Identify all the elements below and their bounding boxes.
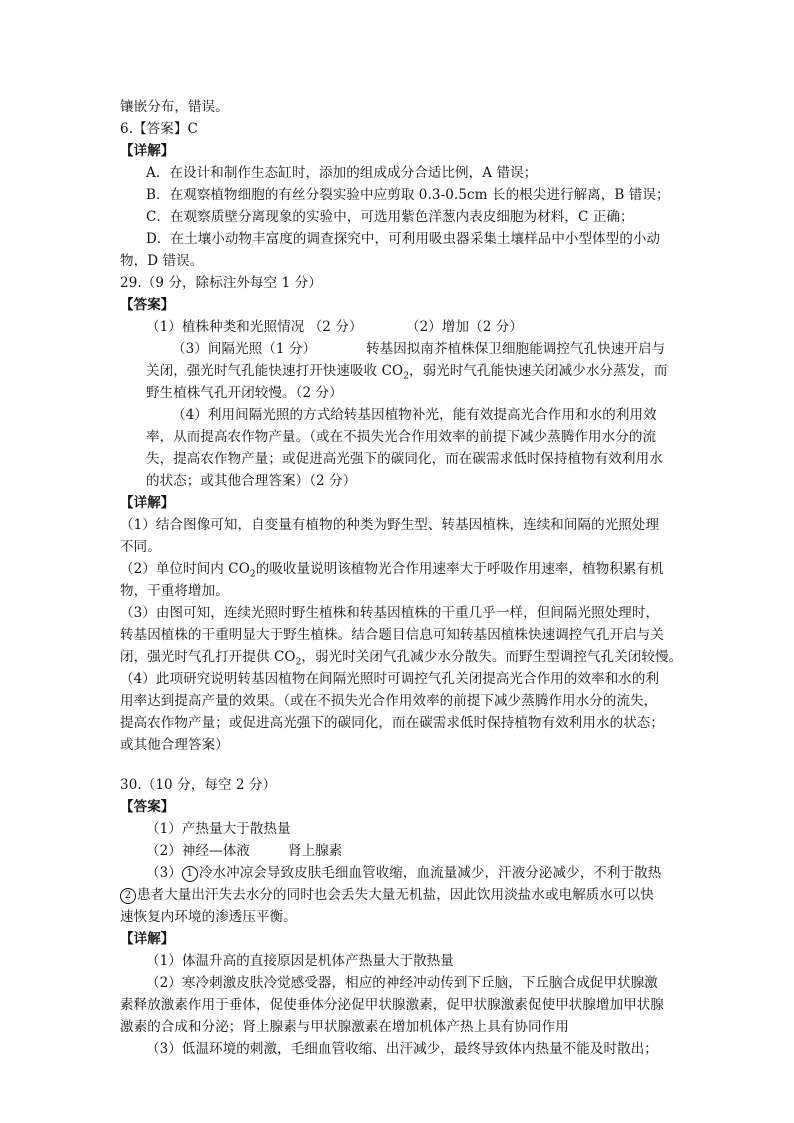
- q30-explain-2b: 素释放激素作用于垂体，促使垂体分泌促甲状腺激素，促甲状腺激素促使甲状腺增加甲状腺: [120, 997, 664, 1013]
- q29-answer-3: （3）间隔光照（1 分）: [172, 341, 317, 357]
- q29-answer-3c: [146, 360, 667, 382]
- text: 闭，强光时气孔打开提供 CO: [120, 649, 296, 665]
- q29-answer-1: （1）植株种类和光照情况 （2 分）: [146, 319, 363, 335]
- q6-answer: 6.【答案】C: [120, 121, 198, 137]
- q29-explain-3a: （3）由图可知，连续光照时野生植株和转基因植株的干重几乎一样，但间隔光照处理时，: [120, 605, 660, 621]
- subscript: 2: [295, 657, 302, 668]
- subscript: 2: [403, 371, 410, 382]
- q30-title: 30.（10 分，每空 2 分）: [120, 777, 277, 793]
- q29-answer-3d: 野生植株气孔开闭较慢。（2 分）: [146, 385, 343, 401]
- q30-answer-3c: 速恢复内环境的渗透压平衡。: [120, 909, 297, 925]
- q30-explain-2c: 激素的合成和分泌；肾上腺素与甲状腺激素在增加机体产热上具有协同作用: [120, 1019, 569, 1035]
- text: 的吸收量说明该植物光合作用速率大于呼吸作用速率，植物积累有机: [255, 561, 664, 577]
- q30-detail-heading: 【详解】: [120, 931, 175, 947]
- text: ，弱光时气孔能快速关闭减少水分蒸发，而: [409, 363, 668, 379]
- q30-answer-2b: 肾上腺素: [288, 843, 343, 859]
- q29-answer-2: （2）增加（2 分）: [406, 319, 523, 335]
- q29-explain-4a: （4）此项研究说明转基因植物在间隔光照时可调控气孔关闭提高光合作用的效率和水的利: [120, 671, 660, 687]
- q29-answer-heading: 【答案】: [120, 297, 175, 313]
- text: （2）单位时间内 CO: [120, 561, 250, 577]
- q30-answer-1: （1）产热量大于散热量: [146, 821, 291, 837]
- q6-option-b: B．在观察植物细胞的有丝分裂实验中应剪取 0.3-0.5cm 长的根尖进行解离，B 错误；: [146, 187, 670, 203]
- circled-number-1: 1: [182, 866, 198, 882]
- q29-explain-2a: [120, 558, 664, 580]
- q29-explain-4b: 用率达到提高产量的效果。（或在不损失光合作用效率的前提下减少蒸腾作用水分的流失，: [120, 693, 658, 709]
- subscript: 2: [249, 569, 256, 580]
- q29-title: 29.（9 分，除标注外每空 1 分）: [120, 275, 322, 291]
- q6-option-d: D．在土壤小动物丰富度的调查探究中，可利用吸虫器采集土壤样品中小型体型的小动: [146, 231, 661, 247]
- text: （3）: [146, 865, 182, 881]
- q29-answer-3b: 转基因拟南芥植株保卫细胞能调控气孔快速开启与: [366, 341, 666, 357]
- q6-option-a: A．在设计和制作生态缸时，添加的组成成分合适比例，A 错误；: [146, 165, 538, 181]
- q29-explain-3b: 转基因植株的干重明显大于野生植株。结合题目信息可知转基因植株快速调控气孔开启与关: [120, 627, 664, 643]
- text: 关闭，强光时气孔能快速打开快速吸收 CO: [146, 363, 404, 379]
- q29-detail-heading: 【详解】: [120, 495, 175, 511]
- q6-option-c: C．在观察质壁分离现象的实验中，可选用紫色洋葱内表皮细胞为材料，C 正确；: [146, 209, 634, 225]
- q29-explain-3c: [120, 646, 682, 668]
- circled-number-2: 2: [120, 888, 136, 904]
- q30-explain-2a: （2）寒冷刺激皮肤冷觉感受器，相应的神经冲动传到下丘脑，下丘脑合成促甲状腺激: [146, 975, 658, 991]
- q29-answer-4c: 失，提高农作物产量；或促进高光强下的碳同化，而在碳需求低时保持植物有效利用水: [146, 451, 663, 467]
- q30-answer-2: （2）神经—体液: [146, 843, 250, 859]
- text: ，弱光时关闭气孔减少水分散失。而野生型调控气孔关闭较慢。: [301, 649, 683, 665]
- q29-explain-1b: 不同。: [120, 539, 161, 555]
- q29-answer-4a: （4）利用间隔光照的方式给转基因植物补光，能有效提高光合作用和水的利用效: [172, 407, 657, 423]
- q30-answer-heading: 【答案】: [120, 799, 175, 815]
- q29-explain-4c: 提高农作物产量；或促进高光强下的碳同化，而在碳需求低时保持植物有效利用水的状态；: [120, 715, 664, 731]
- q6-continued-line: 镶嵌分布，错误。: [120, 99, 229, 115]
- text: 冷水冲凉会导致皮肤毛细血管收缩，血流量减少，汗液分泌减少，不利于散热: [198, 865, 662, 881]
- q29-answer-4d: 的状态；或其他合理答案）（2 分）: [146, 473, 357, 489]
- q6-option-d-cont: 物，D 错误。: [120, 253, 204, 269]
- q29-explain-4d: 或其他合理答案）: [120, 737, 229, 753]
- q29-explain-2b: 物，干重将增加。: [120, 583, 229, 599]
- q30-answer-3a: [146, 862, 661, 884]
- q29-answer-4b: 率，从而提高农作物产量。（或在不损失光合作用效率的前提下减少蒸腾作用水分的流: [146, 429, 657, 445]
- q30-explain-1: （1）体温升高的直接原因是机体产热量大于散热量: [146, 953, 454, 969]
- q6-detail-heading: 【详解】: [120, 143, 175, 159]
- q29-explain-1a: （1）结合图像可知，自变量有植物的种类为野生型、转基因植株，连续和间隔的光照处理: [120, 517, 660, 533]
- text: 患者大量出汗失去水分的同时也会丢失大量无机盐，因此饮用淡盐水或电解质水可以快: [137, 887, 654, 903]
- q30-answer-3b: [120, 884, 654, 906]
- q30-explain-3: （3）低温环境的刺激，毛细血管收缩、出汗减少，最终导致体内热量不能及时散出；: [146, 1041, 658, 1057]
